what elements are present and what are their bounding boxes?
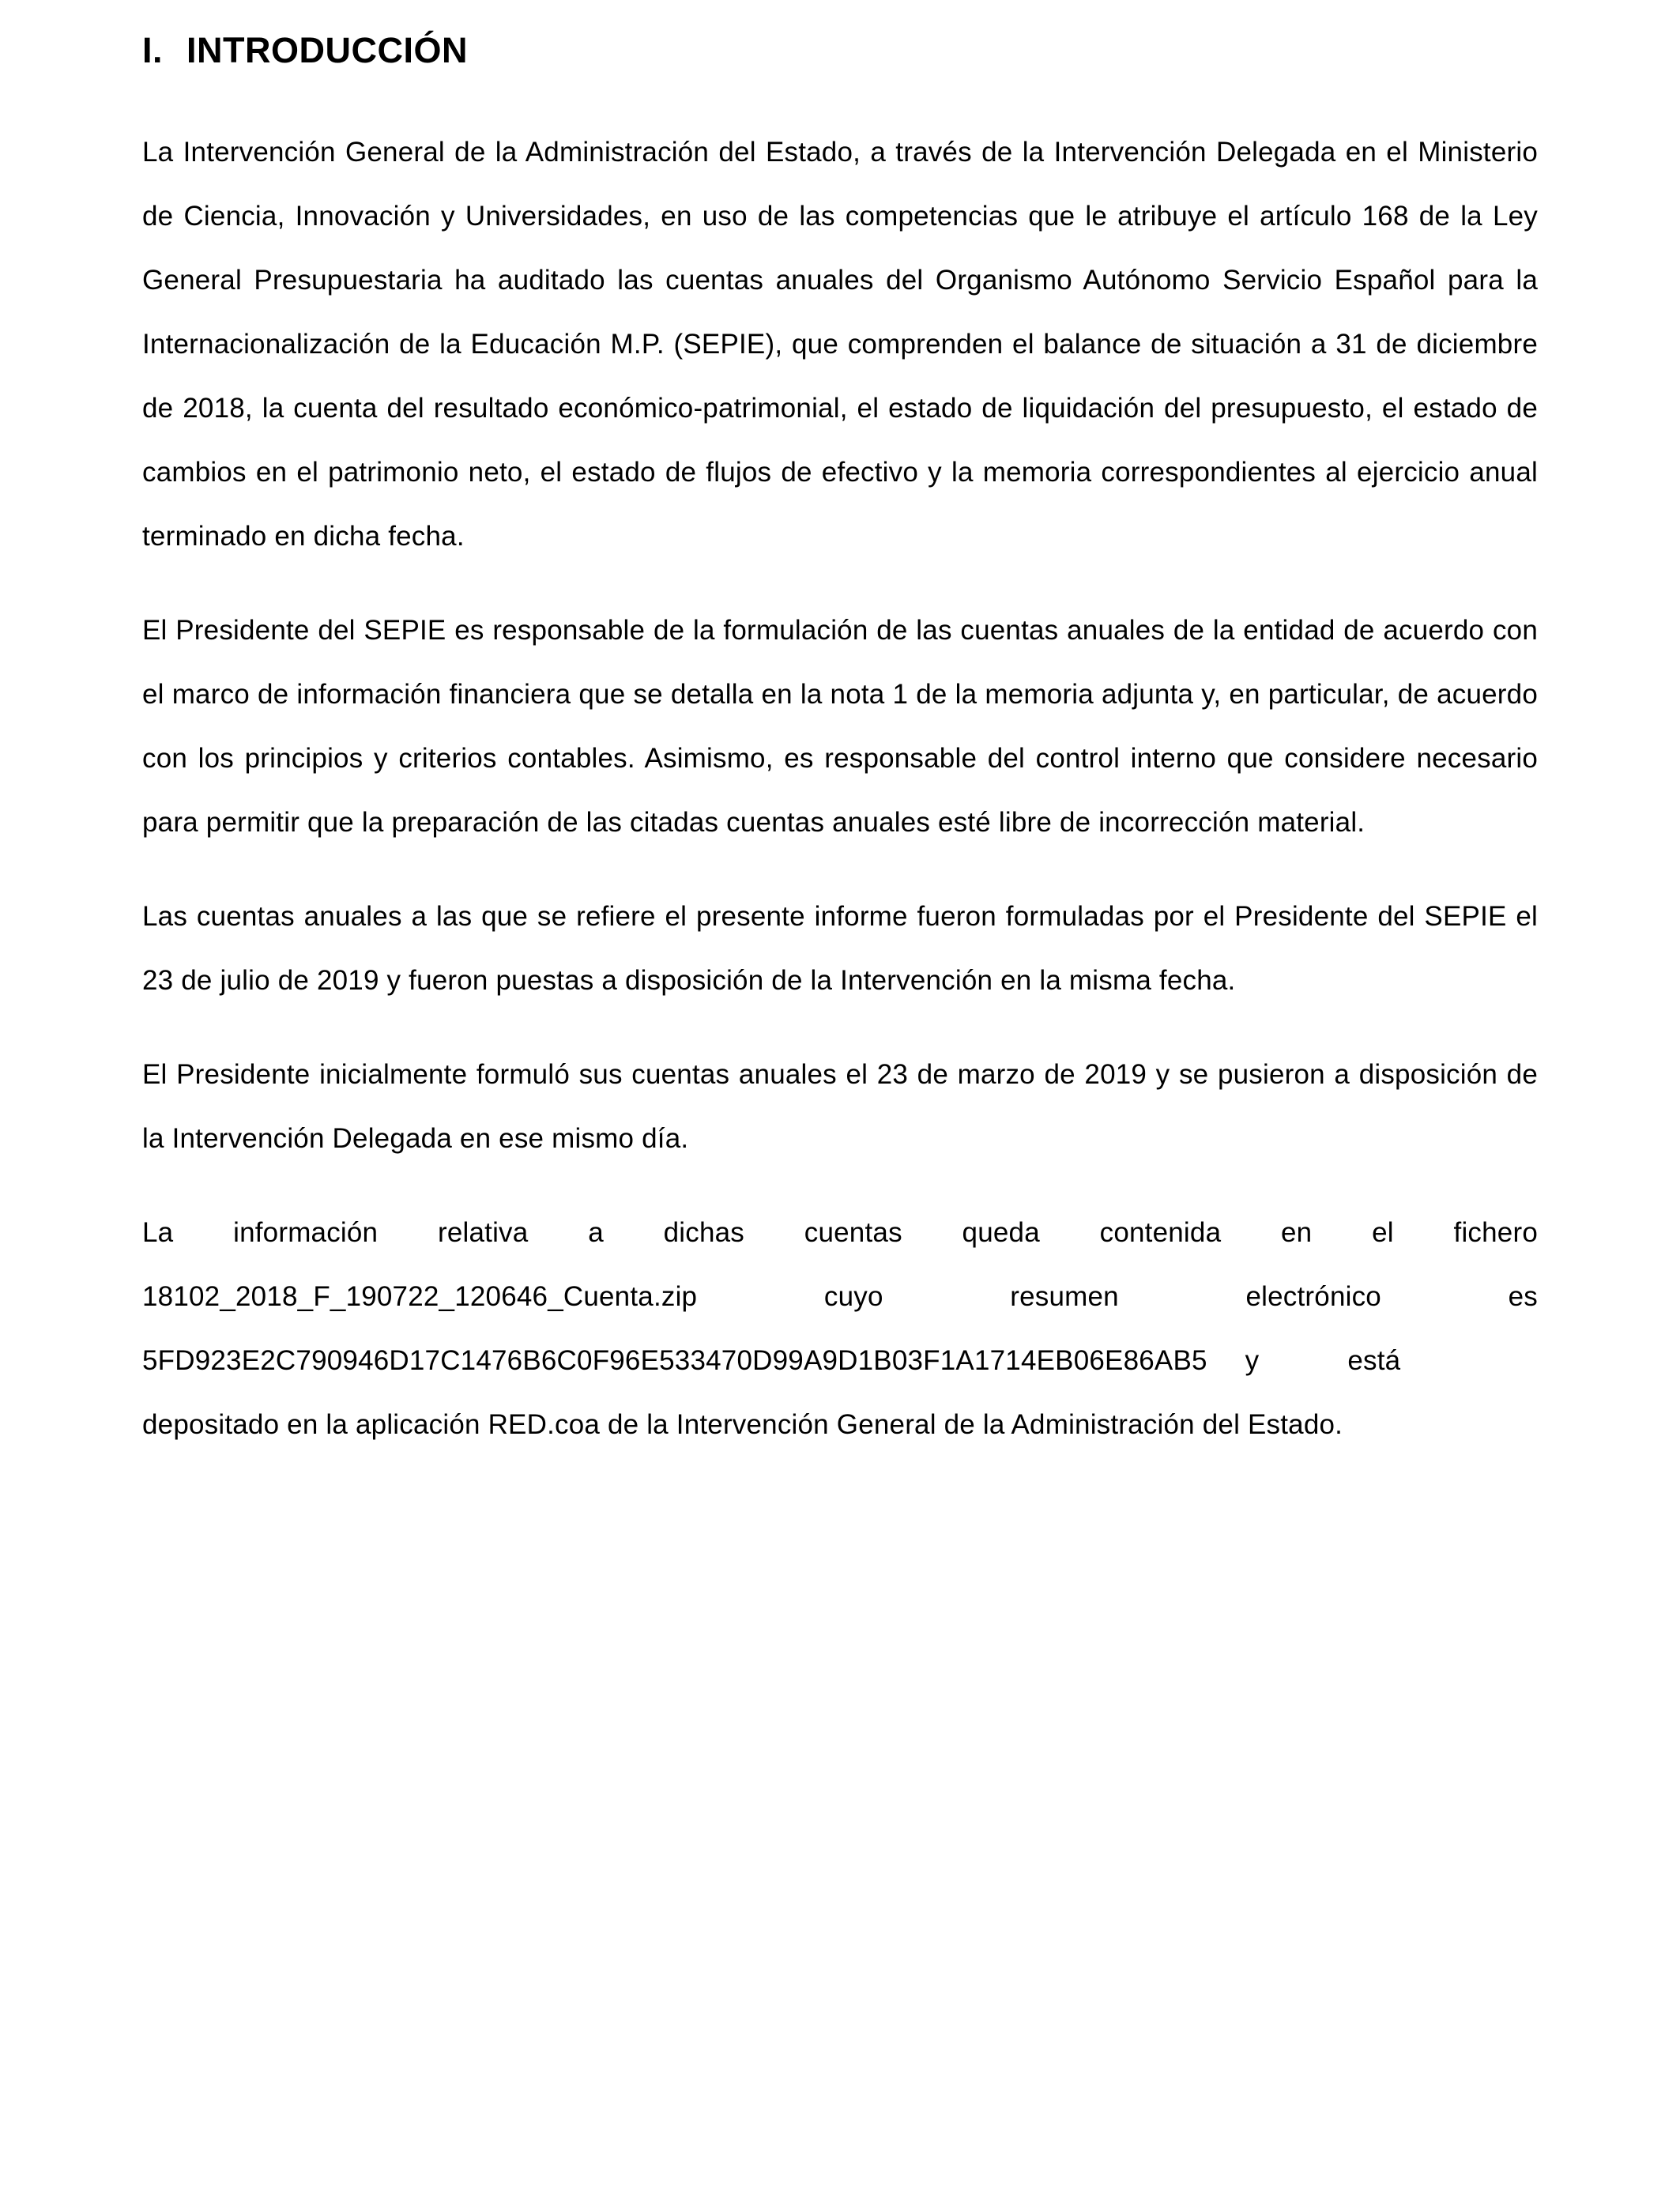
- file-paragraph-line-3: [142, 1329, 1538, 1393]
- hash-value: 5FD923E2C790946D17C1476B6C0F96E533470D99A9D1B03F1A1714EB06E86AB5: [142, 1345, 1207, 1376]
- paragraph-file-reference: [142, 1201, 1538, 1457]
- word: cuyo: [823, 1281, 883, 1312]
- file-name: 18102_2018_F_190722_120646_Cuenta.zip: [142, 1281, 698, 1312]
- page-content: [142, 27, 1538, 1457]
- paragraph-initial-formulation: El Presidente inicialmente formuló sus cuentas anuales el 23 de marzo de 2019 y se pusieron a disposición de la Intervención Delegada en ese mismo día.: [142, 1059, 1538, 1154]
- word: fichero: [1453, 1217, 1538, 1248]
- paragraph-responsibility: El Presidente del SEPIE es responsable de la formulación de las cuentas anuales de la entidad de acuerdo con el marco de información financiera que se detalla en la nota 1 de la memoria adjunta y, en particular, de acuerdo con los principios y criterios contables. Asimismo, es responsable del control interno que considere necesario para permitir que la preparación de las citadas cuentas anuales esté libre de incorrección material.: [142, 615, 1538, 838]
- word: en: [1281, 1217, 1313, 1248]
- section-heading: [142, 27, 1538, 74]
- word: está: [1347, 1345, 1401, 1376]
- paragraph-audit-scope: La Intervención General de la Administración del Estado, a través de la Intervención Delegada en el Ministerio de Ciencia, Innovación y Universidades, en uso de las competencias que le atribuye el artículo 168 de la Ley General Presupuestaria ha auditado las cuentas anuales del Organismo Autónomo Servicio Español para la Internacionalización de la Educación M.P. (SEPIE), que comprenden el balance de situación a 31 de diciembre de 2018, la cuenta del resultado económico-patrimonial, el estado de liquidación del presupuesto, el estado de cambios en el patrimonio neto, el estado de flujos de efectivo y la memoria correspondientes al ejercicio anual terminado en dicha fecha.: [142, 137, 1538, 552]
- word: a: [588, 1217, 604, 1248]
- word: relativa: [438, 1217, 529, 1248]
- section-number: I.: [142, 30, 164, 70]
- paragraph-formulation-date: Las cuentas anuales a las que se refiere el presente informe fueron formuladas por el Presidente del SEPIE el 23 de julio de 2019 y fueron puestas a disposición de la Intervención en la misma fecha.: [142, 901, 1538, 996]
- file-paragraph-line-2: [142, 1265, 1538, 1329]
- word: contenida: [1099, 1217, 1222, 1248]
- word: La: [142, 1217, 174, 1248]
- word: cuentas: [804, 1217, 902, 1248]
- word: información: [233, 1217, 379, 1248]
- word: queda: [962, 1217, 1040, 1248]
- word: es: [1508, 1281, 1538, 1312]
- word: resumen: [1010, 1281, 1119, 1312]
- file-paragraph-line-1: [142, 1201, 1538, 1265]
- word: y: [1245, 1345, 1260, 1376]
- word: electrónico: [1245, 1281, 1381, 1312]
- word: el: [1372, 1217, 1394, 1248]
- section-title: INTRODUCCIÓN: [186, 30, 468, 70]
- word: dichas: [663, 1217, 745, 1248]
- file-paragraph-line-4: depositado en la aplicación RED.coa de la Intervención General de la Administración del Estado.: [142, 1409, 1343, 1440]
